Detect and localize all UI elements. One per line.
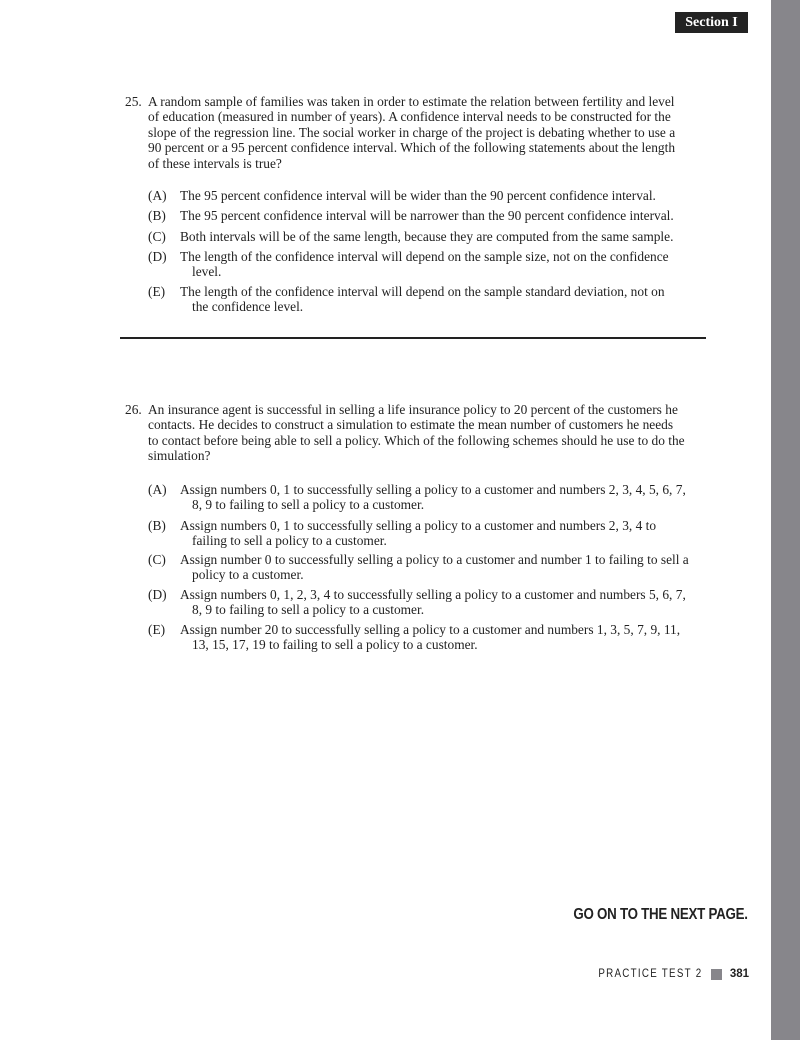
option-label: (E) xyxy=(148,622,166,637)
stem-line: contacts. He decides to construct a simulation to estimate the mean number of customers he needs xyxy=(148,417,674,433)
go-on-notice: GO ON TO THE NEXT PAGE. xyxy=(573,906,748,923)
section-label: Section I xyxy=(675,12,748,33)
footer-square-icon xyxy=(711,969,722,980)
option-label: (C) xyxy=(148,552,166,567)
option-label: (A) xyxy=(148,482,167,497)
page-footer xyxy=(580,968,749,980)
option-label: (D) xyxy=(148,249,167,264)
option-label: (D) xyxy=(148,587,167,602)
stem-line: 90 percent or a 95 percent confidence interval. Which of the following statements about the length xyxy=(148,140,676,156)
option-text: 8, 9 to failing to sell a policy to a customer. xyxy=(192,497,425,513)
option-text: the confidence level. xyxy=(192,299,304,315)
option-text: level. xyxy=(192,264,222,280)
test-name: PRACTICE TEST 2 xyxy=(598,968,703,980)
option-text: failing to sell a policy to a customer. xyxy=(192,533,387,549)
option-text: The 95 percent confidence interval will be wider than the 90 percent confidence interval. xyxy=(180,188,656,203)
option-text: policy to a customer. xyxy=(192,567,304,583)
option-text: Assign numbers 0, 1, 2, 3, 4 to successfully selling a policy to a customer and numbers 5, 6, 7, xyxy=(180,587,686,602)
stem-line: to contact before being able to sell a policy. Which of the following schemes should he use to do the xyxy=(148,432,685,448)
question-stem xyxy=(148,94,675,171)
page-number: 381 xyxy=(729,968,749,980)
stem-line: of education (measured in number of years). A confidence interval needs to be constructed for the xyxy=(148,109,671,125)
stem-line: simulation? xyxy=(148,448,211,464)
option-text: The length of the confidence interval will depend on the sample size, not on the confidence xyxy=(180,249,669,264)
option-text: The 95 percent confidence interval will be narrower than the 90 percent confidence interval. xyxy=(180,208,674,223)
option-label: (C) xyxy=(148,229,166,244)
page-edge-tab xyxy=(771,0,800,1040)
option-text: 8, 9 to failing to sell a policy to a customer. xyxy=(192,602,425,618)
option-label: (B) xyxy=(148,518,166,533)
option-text: Both intervals will be of the same length, because they are computed from the same sample. xyxy=(180,229,674,244)
question-number: 25. xyxy=(125,94,142,109)
option-label: (A) xyxy=(148,188,167,203)
stem-line: An insurance agent is successful in selling a life insurance policy to 20 percent of the customers he xyxy=(148,402,678,417)
option-text: Assign numbers 0, 1 to successfully selling a policy to a customer and numbers 2, 3, 4, 5, 6, 7, xyxy=(180,482,686,497)
option-text: 13, 15, 17, 19 to failing to sell a policy to a customer. xyxy=(192,637,478,653)
option-label: (B) xyxy=(148,208,166,223)
option-text: Assign number 20 to successfully selling a policy to a customer and numbers 1, 3, 5, 7, 9, 11, xyxy=(180,622,681,637)
question-stem xyxy=(148,402,685,464)
stem-line: of these intervals is true? xyxy=(148,155,282,171)
option-text: The length of the confidence interval will depend on the sample standard deviation, not on xyxy=(180,284,665,299)
question-number: 26. xyxy=(125,402,142,417)
stem-line: slope of the regression line. The social worker in charge of the project is debating whether to use a xyxy=(148,124,676,140)
option-label: (E) xyxy=(148,284,166,299)
option-text: Assign number 0 to successfully selling a policy to a customer and number 1 to failing to sell a xyxy=(180,552,689,567)
option-text: Assign numbers 0, 1 to successfully selling a policy to a customer and numbers 2, 3, 4 to xyxy=(180,518,657,533)
divider-rule xyxy=(120,337,706,339)
stem-line: A random sample of families was taken in order to estimate the relation between fertility and level xyxy=(148,94,675,109)
